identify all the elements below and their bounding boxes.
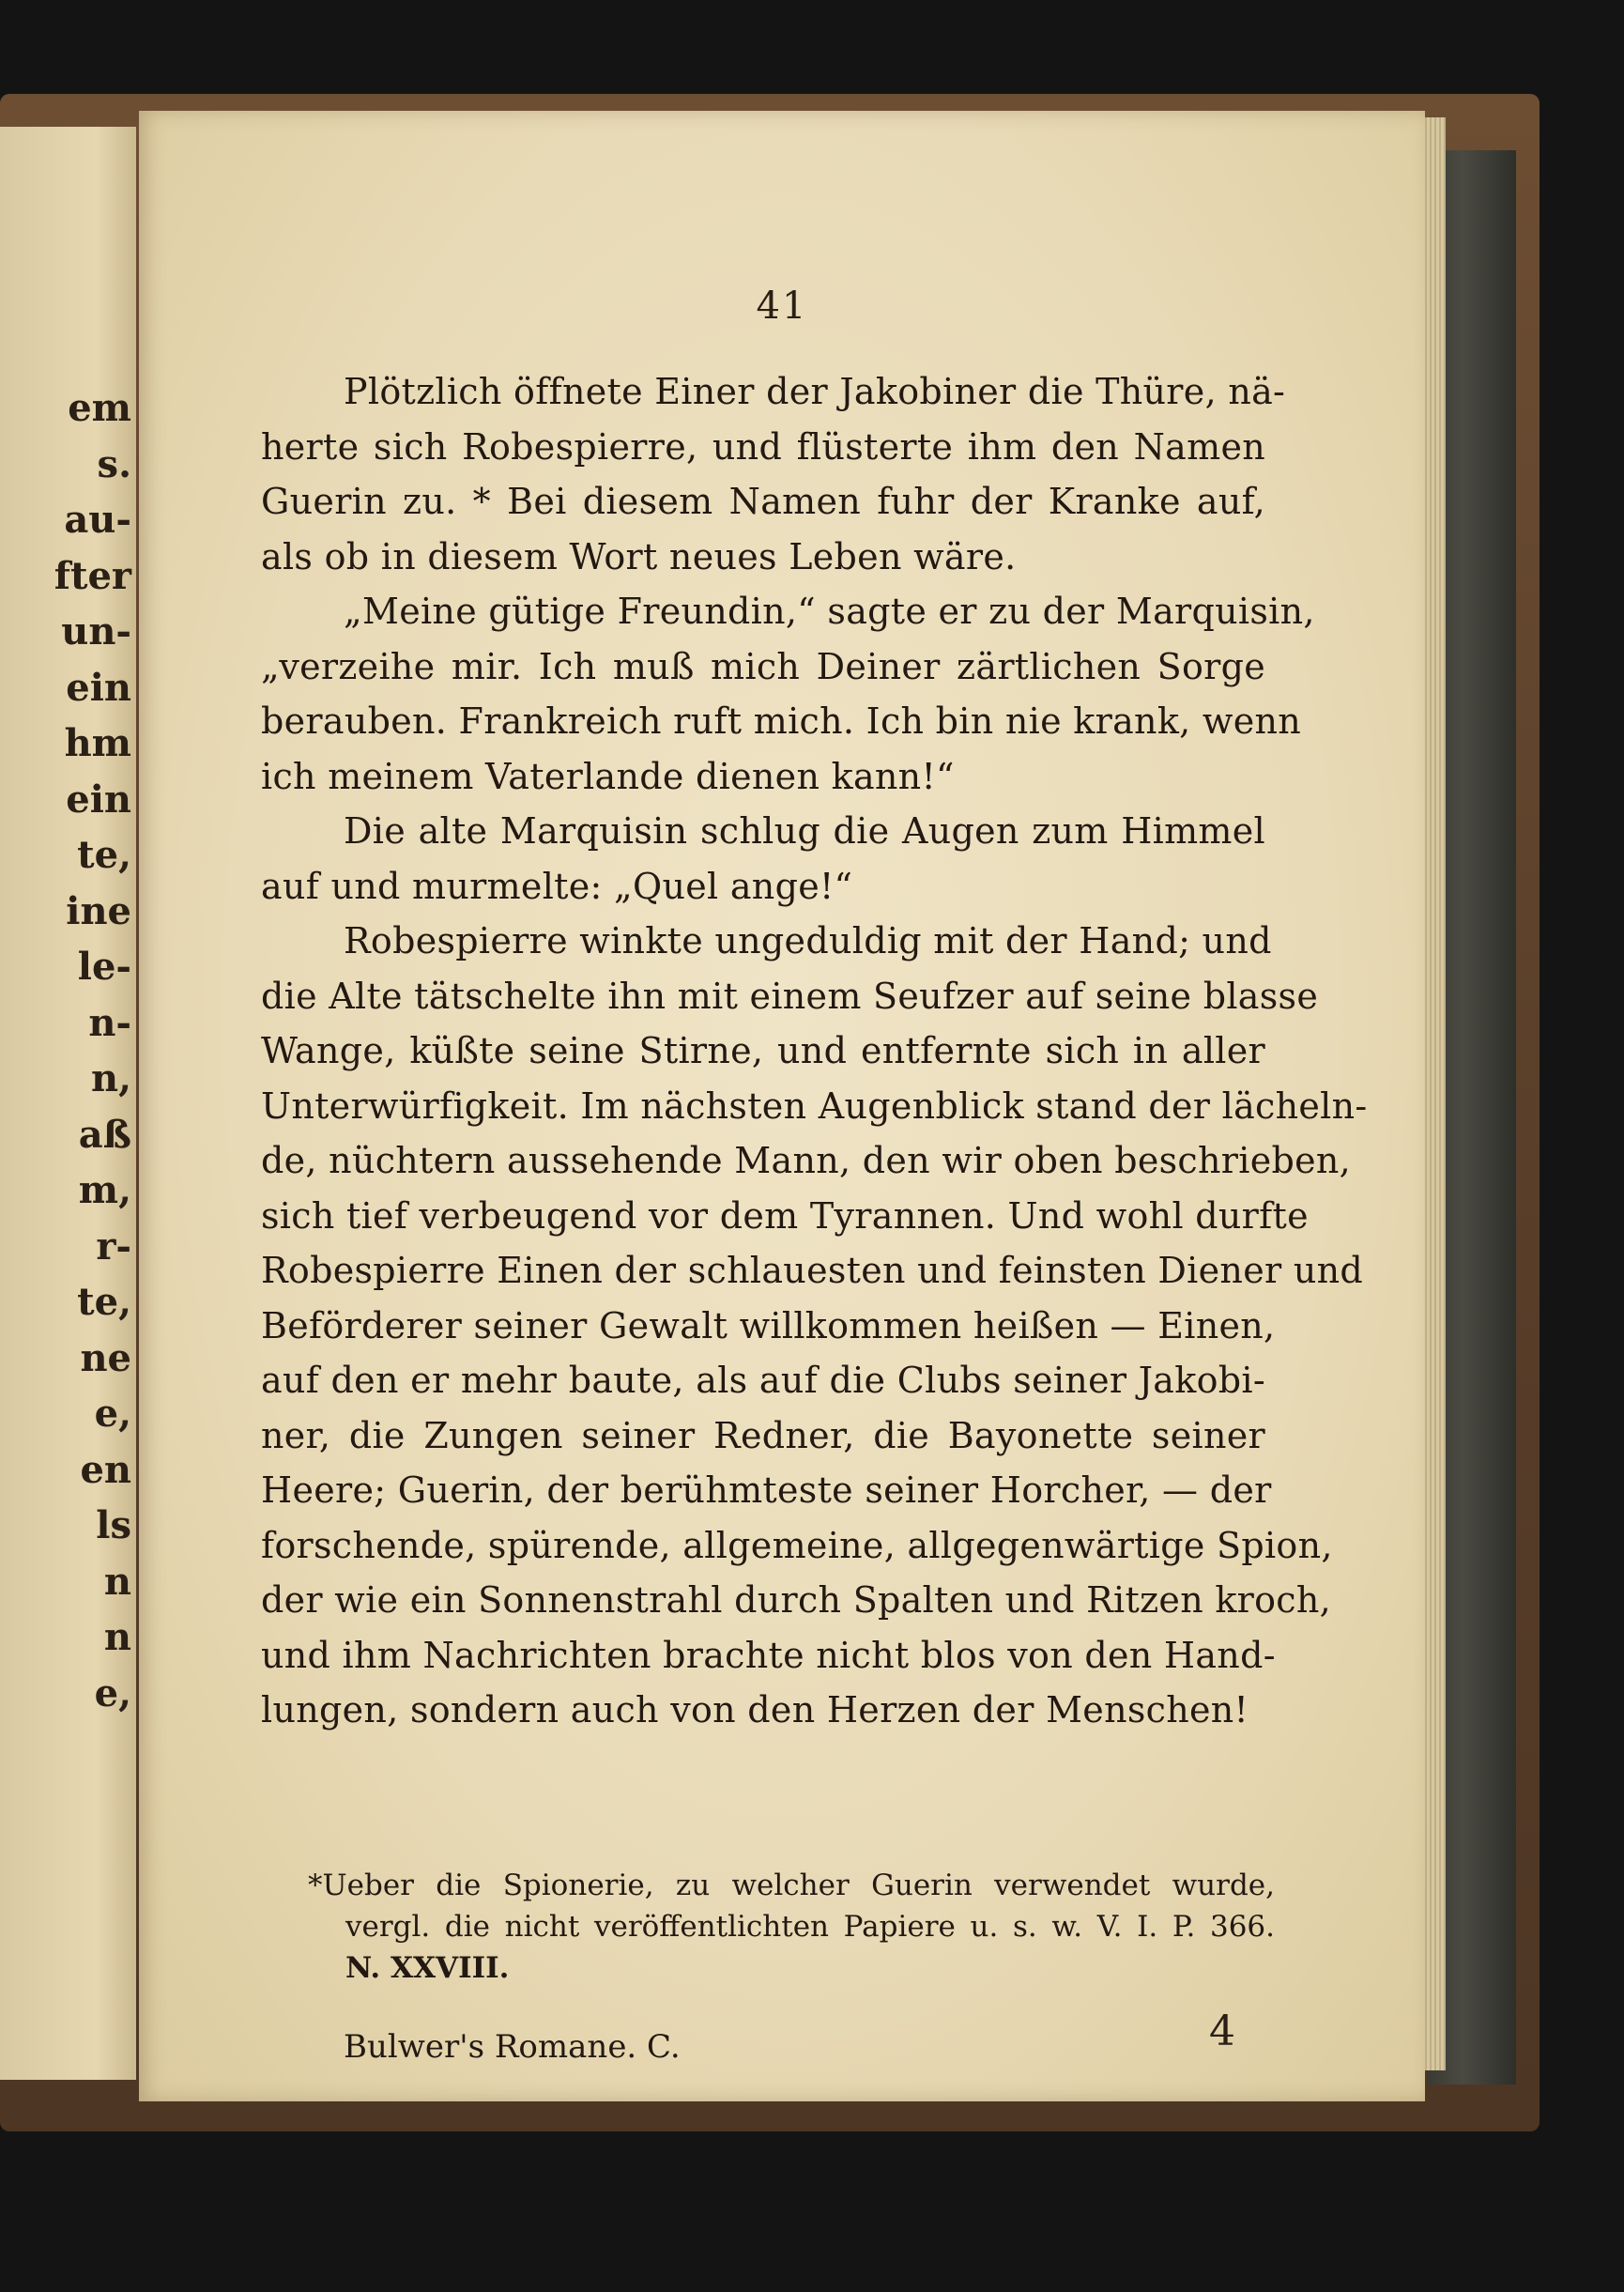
left-page-fragment: ein xyxy=(66,665,131,710)
text-line: ner, die Zungen seiner Redner, die Bayonette seiner xyxy=(261,1414,1265,1456)
text-line: Robespierre Einen der schlauesten und feinsten Diener und xyxy=(261,1250,1364,1291)
text-line: der wie ein Sonnenstrahl durch Spalten und Ritzen kroch, xyxy=(261,1579,1332,1621)
left-page-fragment: n xyxy=(103,1615,131,1659)
signature-mark: Bulwer's Romane. C. xyxy=(344,2028,681,2066)
text-line: herte sich Robespierre, und flüsterte ihm den Namen xyxy=(261,425,1265,468)
left-page-fragment: r- xyxy=(96,1223,131,1269)
footnote-line: vergl. die nicht veröffentlichten Papiere u. s. w. V. I. P. 366. xyxy=(345,1910,1275,1944)
text-line: „verzeihe mir. Ich muß mich Deiner zärtlichen Sorge xyxy=(261,645,1265,687)
text-line: „Meine gütige Freundin,“ sagte er zu der Marquisin, xyxy=(344,591,1315,632)
text-line: ich meinem Vaterlande dienen kann!“ xyxy=(261,755,955,797)
left-page-fragment: ine xyxy=(66,888,131,933)
left-page-edge xyxy=(0,127,136,2080)
text-line: Robespierre winkte ungeduldig mit der Hand; und xyxy=(344,920,1272,961)
text-line: auf den er mehr baute, als auf die Clubs seiner Jakobi- xyxy=(261,1360,1265,1401)
text-line: auf und murmelte: „Quel ange!“ xyxy=(261,865,853,907)
text-line: Beförderer seiner Gewalt willkommen heißen — Einen, xyxy=(261,1304,1276,1346)
text-line: als ob in diesem Wort neues Leben wäre. xyxy=(261,535,1017,577)
left-page-fragment: n- xyxy=(88,1000,131,1045)
text-line: die Alte tätschelte ihn mit einem Seufzer auf seine blasse xyxy=(261,975,1319,1017)
text-line: und ihm Nachrichten brachte nicht blos von den Hand- xyxy=(261,1634,1276,1676)
text-line: Die alte Marquisin schlug die Augen zum Himmel xyxy=(344,810,1265,852)
left-page-fragment: le- xyxy=(77,945,131,989)
left-page-fragment: s. xyxy=(97,441,131,486)
text-line: Heere; Guerin, der berühmteste seiner Horcher, — der xyxy=(261,1469,1272,1511)
text-line: sich tief verbeugend vor dem Tyrannen. Und wohl durfte xyxy=(261,1194,1309,1237)
text-line: Wange, küßte seine Stirne, und entfernte sich in aller xyxy=(261,1030,1265,1071)
left-page-fragment: hm xyxy=(64,721,131,765)
book-page xyxy=(139,111,1425,2101)
text-line: Plötzlich öffnete Einer der Jakobiner die Thüre, nä- xyxy=(344,371,1286,412)
left-page-fragment: au- xyxy=(64,498,131,542)
footnote-line: N. XXVIII. xyxy=(345,1951,510,1985)
page-number: 41 xyxy=(756,285,808,328)
left-page-fragment: te, xyxy=(77,1280,131,1324)
left-page-fragment: en xyxy=(80,1447,131,1492)
text-line: Unterwürfigkeit. Im nächsten Augenblick stand der lächeln- xyxy=(261,1084,1368,1127)
left-page-fragment: ls xyxy=(96,1503,131,1547)
footnote xyxy=(308,1865,1275,1989)
text-line: lungen, sondern auch von den Herzen der Menschen! xyxy=(261,1689,1249,1731)
left-page-fragment: fter xyxy=(54,553,131,598)
left-page-fragment: un- xyxy=(61,609,131,654)
left-page-fragment: n xyxy=(103,1559,131,1604)
body-text xyxy=(261,364,1368,1738)
text-line: berauben. Frankreich ruft mich. Ich bin nie krank, wenn xyxy=(261,700,1302,742)
left-page-fragment: em xyxy=(68,386,131,430)
left-page-fragment: te, xyxy=(77,833,131,877)
left-page-fragment: e, xyxy=(94,1670,131,1715)
sheet-number: 4 xyxy=(1209,2007,1235,2055)
text-line: forschende, spürende, allgemeine, allgegenwärtige Spion, xyxy=(261,1524,1333,1566)
text-line: de, nüchtern aussehende Mann, den wir oben beschrieben, xyxy=(261,1140,1352,1181)
left-page-fragment: n, xyxy=(90,1056,131,1100)
left-page-fragment: m, xyxy=(78,1168,131,1212)
left-page-fragment: ne xyxy=(80,1335,131,1380)
footnote-line: *Ueber die Spionerie, zu welcher Guerin verwendet wurde, xyxy=(308,1869,1275,1902)
text-line: Guerin zu. * Bei diesem Namen fuhr der Kranke auf, xyxy=(261,481,1265,522)
left-page-fragment: ein xyxy=(66,777,131,822)
left-page-fragment: aß xyxy=(78,1112,131,1157)
left-page-fragment: e, xyxy=(94,1392,131,1436)
